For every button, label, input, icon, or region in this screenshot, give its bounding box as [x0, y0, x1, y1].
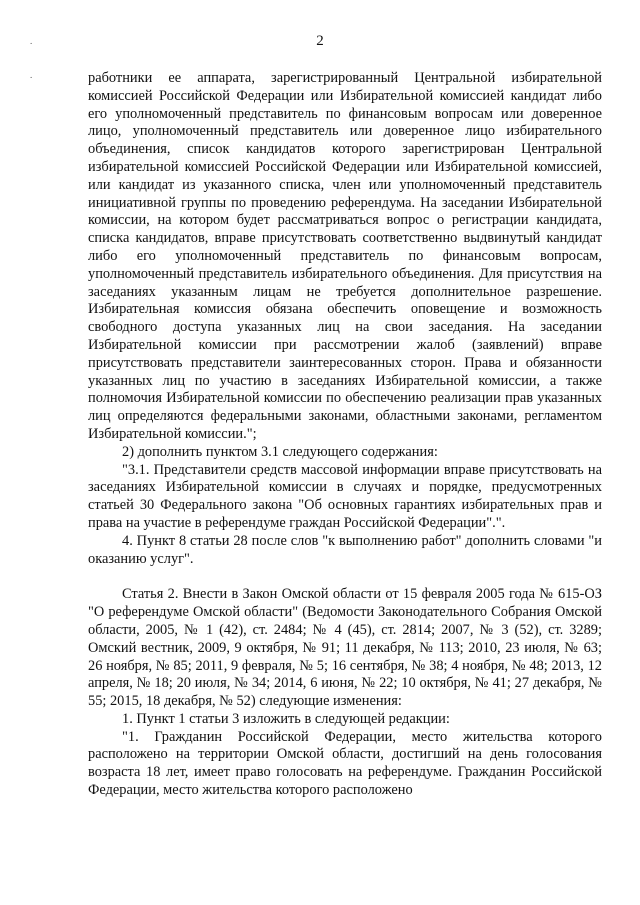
- paragraph-item-4: 4. Пункт 8 статьи 28 после слов "к выполнению работ" дополнить словами "и оказанию услуг".: [88, 532, 602, 567]
- document-body: [88, 70, 602, 800]
- paragraph-gap: [88, 568, 602, 586]
- paragraph-item-2: 2) дополнить пунктом 3.1 следующего содержания:: [122, 443, 438, 460]
- margin-mark: .: [30, 70, 33, 80]
- paragraph-quote: "1. Гражданин Российской Федерации, место жительства которого расположено на территории Омской области, достигший на день голосования возраста 18 лет, имеет право голосовать на референдуме. Гражданин Российской Федерации, место жительства которого расположено: [88, 728, 602, 799]
- paragraph-item-3-1: "3.1. Представители средств массовой информации вправе присутствовать на заседаниях Избирательной комиссии в случаях и порядке, предусмотренных статьей 30 Федерального закона "Об основных гарантиях избирательных прав и права на участие в референдуме граждан Российской Федерации".".: [88, 461, 602, 531]
- paragraph-item-1: 1. Пункт 1 статьи 3 изложить в следующей редакции:: [122, 710, 450, 727]
- paragraph-article-2: Статья 2. Внести в Закон Омской области от 15 февраля 2005 года № 615-ОЗ "О референдуме Омской области" (Ведомости Законодательного Собрания Омской области, 2005, № 1 (42), ст. 2484; № 4 (45), ст. 2814; 2007, № 3 (52), ст. 3289; Омский вестник, 2009, 9 октября, № 91; 11 декабря, № 113; 2010, 23 июля, № 63; 26 ноября, № 85; 2011, 9 февраля, № 5; 16 сентября, № 38; 4 ноября, № 48; 2013, 12 апреля, № 18; 20 июля, № 34; 2014, 6 июня, № 22; 10 октября, № 41; 27 декабря, № 55; 2015, 18 декабря, № 52) следующие изменения:: [88, 586, 602, 710]
- margin-mark: .: [30, 36, 33, 46]
- paragraph-continuation: работники ее аппарата, зарегистрированный Центральной избирательной комиссией Российской Федерации или Избирательной комиссией кандидат либо его уполномоченный представитель по финансовым вопросам или доверенное лицо, уполномоченный представитель или доверенное лицо избирательного объединения, список кандидатов которого зарегистрирован Центральной избирательной комиссией Российской Федерации или Избирательной комиссией, или кандидат из указанного списка, член или уполномоченный представитель инициативной группы по проведению референдума. На заседании Избирательной комиссии, на котором будет рассматриваться вопрос о регистрации кандидата, списка кандидатов, вправе присутствовать соответственно выдвинутый кандидат либо его уполномоченный представитель по финансовым вопросам, уполномоченный представитель избирательного объединения. Для присутствия на заседаниях указанным лицам не требуется дополнительное разрешение. Избирательная комиссия обязана обеспечить оповещение и возможность свободного доступа указанных лиц на свои заседания. На заседании Избирательной комиссии при рассмотрении жалоб (заявлений) вправе присутствовать представители заинтересованных сторон. Права и обязанности указанных лиц по участию в заседаниях Избирательной комиссии, а также полномочия Избирательной комиссии по обеспечению реализации прав указанных лиц определяются федеральными законами, областными законами, регламентом Избирательной комиссии.";: [88, 70, 602, 442]
- page-number: 2: [316, 33, 324, 49]
